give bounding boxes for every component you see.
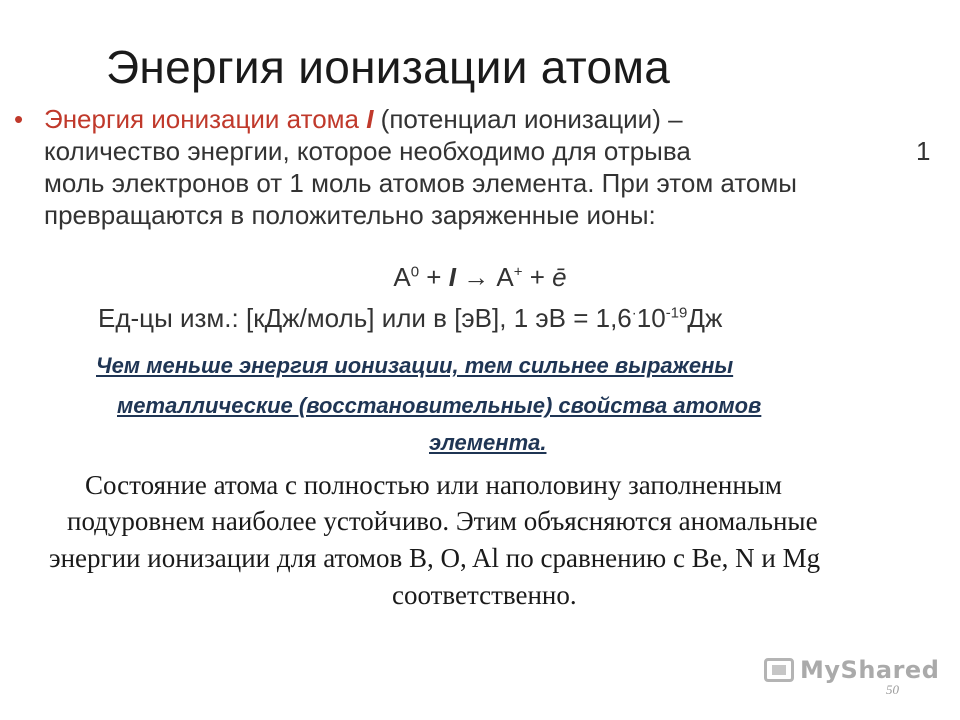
definition-line-4: превращаются в положительно заряженные ионы: (44, 200, 656, 230)
equation-electron: ē (552, 262, 567, 292)
ionization-equation: $А^0 + I \to А^+$ + ē (393, 262, 567, 292)
rule-line-1: Чем меньше энергия ионизации, тем сильнее выражены (96, 353, 734, 378)
watermark-text: MyShared (800, 656, 940, 684)
equation-arrow: → (455, 262, 497, 292)
definition-term: Энергия ионизации атома (44, 104, 359, 134)
definition-line-3: моль электронов от 1 моль атомов элемента. При этом атомы (44, 168, 797, 198)
equation-atom: А (393, 262, 411, 292)
stability-line-2: подуровнем наиболее устойчиво. Этим объясняются аномальные (67, 506, 818, 536)
stability-line-4: соответственно. (392, 580, 577, 610)
definition-paragraph (44, 103, 931, 231)
definition-line-1 (44, 103, 924, 135)
rule-line-2: металлические (восстановительные) свойства атомов (117, 393, 762, 418)
units-line: Ед-цы изм.: [кДж/моль] или в [эВ], 1 эВ = $1,6^\cdot 10^{-19}Дж$ (98, 303, 723, 333)
slide-title: Энергия ионизации атома (106, 41, 671, 93)
watermark (764, 656, 939, 684)
units-exponent: -19 (665, 304, 688, 322)
ionization-symbol: I (366, 104, 374, 134)
stability-line-1: Состояние атома с полностью или наполовину заполненным (85, 470, 783, 500)
equation-ion: А (496, 262, 514, 292)
definition-line-2-end: 1 (916, 136, 931, 166)
page-number: 50 (886, 682, 899, 697)
monitor-icon (764, 658, 794, 682)
equation-energy-symbol: I (448, 262, 456, 292)
bullet-marker: • (14, 104, 24, 134)
equation-atom-charge: 0 (410, 263, 420, 281)
definition-line-2: количество энергии, которое необходимо для отрыва 1 (44, 136, 931, 166)
stability-line-3: энергии ионизации для атомов B, O, Al по сравнению с Be, N и Mg (49, 543, 821, 573)
rule-line-3: элемента. (429, 430, 547, 455)
definition-line-1-rest: (потенциал ионизации) – (373, 104, 683, 134)
equation-ion-charge: + (513, 263, 523, 281)
